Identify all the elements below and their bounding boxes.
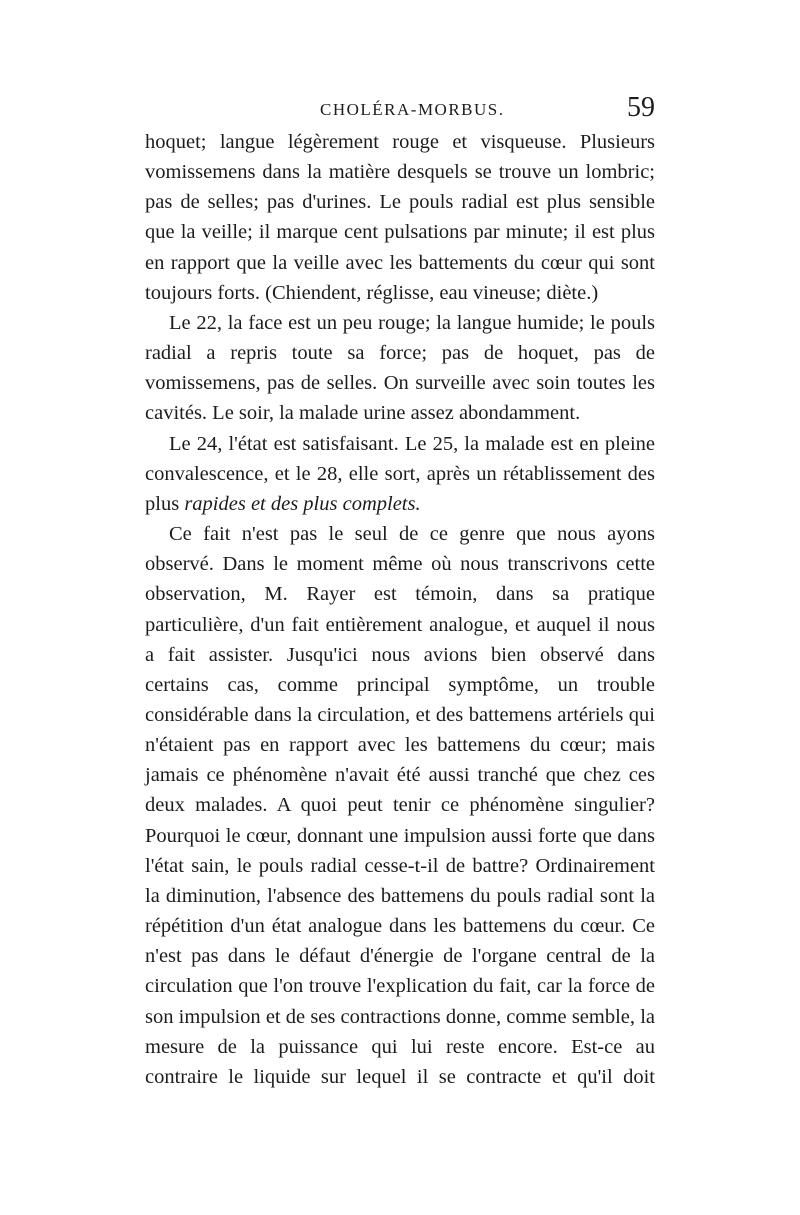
paragraph-3 [145, 429, 655, 519]
body-text [145, 127, 655, 1092]
paragraph-1: hoquet; langue légèrement rouge et visqueuse. Plusieurs vomissemens dans la matière desquels se trouve un lombric; pas de selles; pas d'urines. Le pouls radial est plus sensible que la veille; il marque cent pulsations par minute; il est plus en rapport que la veille avec les battements du cœur qui sont toujours forts. (Chiendent, réglisse, eau vineuse; diète.) [145, 131, 655, 304]
page-header [145, 92, 655, 132]
paragraph-2: Le 22, la face est un peu rouge; la langue humide; le pouls radial a repris toute sa force; pas de hoquet, pas de vomissemens, pas de selles. On surveille avec soin toutes les cavités. Le soir, la malade urine assez abondamment. [145, 311, 655, 425]
running-head: CHOLÉRA-MORBUS. [320, 100, 505, 119]
page-number: 59 [627, 92, 655, 123]
paragraph-3-text: Le 24, l'état est satisfaisant. Le 25, la malade est en pleine convalescence, et le 28, elle sort, après un rétablissement des plus [145, 432, 655, 515]
paragraph-3-italic: rapides et des plus complets. [184, 492, 421, 515]
paragraph-4: Ce fait n'est pas le seul de ce genre que nous ayons observé. Dans le moment même où nous transcrivons cette observation, M. Rayer est témoin, dans sa pratique particulière, d'un fait entièrement analogue, et auquel il nous a fait assister. Jusqu'ici nous avions bien observé dans certains cas, comme principal symptôme, un trouble considérable dans la circulation, et des battemens artériels qui n'étaient pas en rapport avec les battemens du cœur; mais jamais ce phénomène n'avait été aussi tranché que chez ces deux malades. A quoi peut tenir ce phénomène singulier? Pourquoi le cœur, donnant une impulsion aussi forte que dans l'état sain, le pouls radial cesse-t-il de battre? Ordinairement la diminution, l'absence des battemens du pouls radial sont la répétition d'un état analogue dans les battemens du cœur. Ce n'est pas dans le défaut d'énergie de l'organe central de la circulation que l'on trouve l'explication du fait, car la force de son impulsion et de ses contractions donne, comme semble, la mesure de la puissance qui lui reste encore. Est-ce au contraire le liquide sur lequel il se contracte et qu'il doit [145, 523, 655, 1088]
